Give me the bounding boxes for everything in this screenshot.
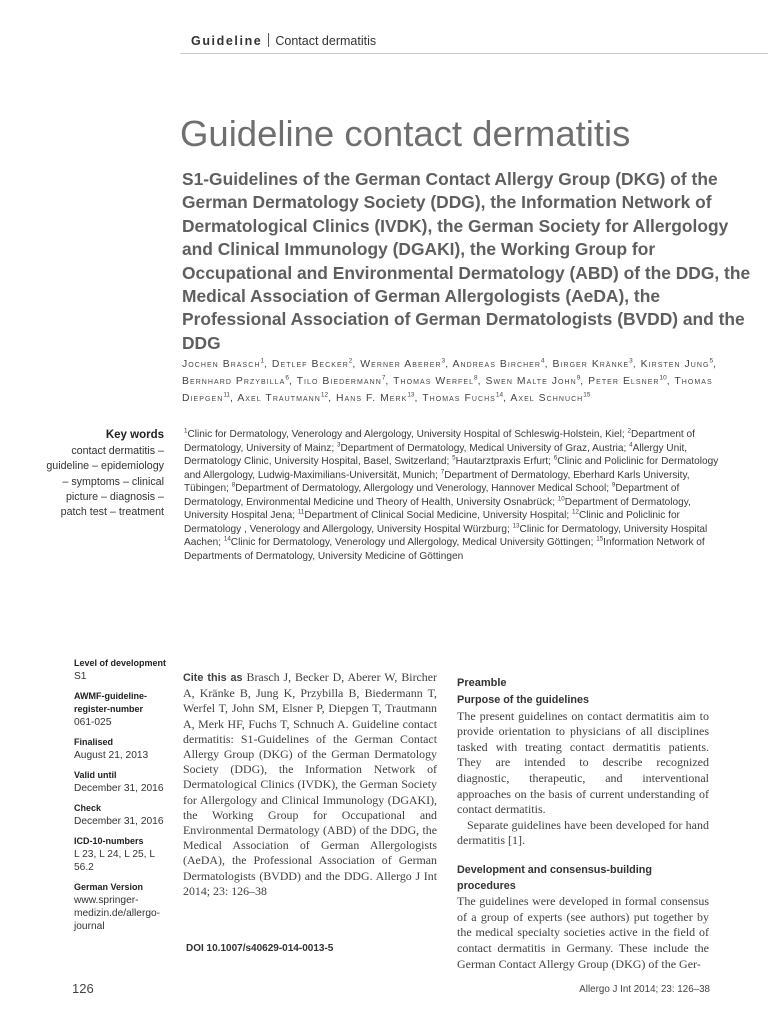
subtitle: S1-Guidelines of the German Contact Allergy Group (DKG) of the German Dermatology Society (DDG), the Information Network of Dermatological Clinics (IVDK), the German Society for Allergology and Clinical Immunology (DGAKI), the Working Group for Occupational and Environmental Dermatology (ABD) of the DDG, the Medical Association of German Allergologists (AeDA), the Professional Association of German Dermatologists (BVDD) and the DDG bbox=[182, 169, 751, 353]
author-name: Birger Kränke bbox=[552, 359, 630, 370]
metadata-value: December 31, 2016 bbox=[74, 783, 164, 794]
metadata-label: Check bbox=[74, 803, 102, 813]
purpose-paragraph-2: Separate guidelines have been developed for hand dermatitis [1]. bbox=[457, 817, 709, 848]
author-name: Thomas Fuchs bbox=[422, 393, 496, 405]
citation-lead: Cite this as bbox=[183, 672, 243, 684]
preamble-column bbox=[457, 676, 709, 972]
keywords-box bbox=[40, 428, 164, 520]
author-name: Thomas Werfel bbox=[393, 376, 475, 388]
metadata-label: Valid until bbox=[74, 770, 117, 780]
affiliation-text: Information Network of Departments of Dermatology, University Medicine of Göttingen bbox=[184, 537, 705, 562]
affiliation-number: 13 bbox=[512, 522, 520, 530]
page-number: 126 bbox=[72, 981, 94, 996]
metadata-item bbox=[74, 690, 174, 729]
affiliation-number: 9 bbox=[611, 481, 616, 489]
author-name: Detlef Becker bbox=[271, 359, 349, 370]
author-name: Jochen Brasch bbox=[182, 359, 261, 370]
metadata-item bbox=[74, 881, 174, 933]
metadata-value: August 21, 2013 bbox=[74, 750, 149, 761]
author-name: Bernhard Przybilla bbox=[182, 376, 286, 388]
affiliation-number: 15 bbox=[596, 535, 604, 543]
author-affiliation-number: 14 bbox=[495, 391, 504, 399]
metadata-item bbox=[74, 769, 174, 795]
journal-reference: Allergo J Int 2014; 23: 126–38 bbox=[579, 984, 710, 995]
affiliation-number: 11 bbox=[297, 508, 305, 516]
affiliation-number: 4 bbox=[629, 441, 633, 449]
metadata-value: L 23, L 24, L 25, L 56.2 bbox=[74, 849, 155, 873]
affiliation-text: Clinic and Policlinic for Dermatology and Allergology, Ludwig-Maximilians-Universität, Munich; bbox=[184, 456, 719, 481]
metadata-item bbox=[74, 835, 174, 874]
affiliation-text: Department of Dermatology, Eberhard Karls University, Tübingen; bbox=[184, 469, 690, 494]
preamble-heading: Preamble bbox=[457, 677, 507, 689]
author-affiliation-number: 15 bbox=[583, 391, 591, 399]
author-name: Werner Aberer bbox=[360, 359, 442, 370]
metadata-label: Level of development bbox=[74, 658, 167, 668]
development-paragraph-1: The guidelines were developed in formal consensus of a group of experts (see authors) put together by the medical specialty societies active in the field of contact dermatitis in Germany. These include the German Contact Allergy Group (DKG) of the Ger- bbox=[457, 894, 709, 971]
affiliation-number: 2 bbox=[627, 427, 631, 435]
affiliation-text: Department of Dermatology, Allergology und Venerology, Hannover Medical School; bbox=[235, 483, 612, 494]
affiliation-number: 5 bbox=[452, 454, 456, 462]
affiliation-number: 3 bbox=[336, 441, 341, 449]
affiliation-text: Hautarztpraxis Erfurt; bbox=[455, 456, 554, 467]
metadata-label: Finalised bbox=[74, 737, 114, 747]
header-rule bbox=[180, 53, 768, 54]
affiliation-number: 14 bbox=[223, 535, 231, 543]
affiliation-text: Clinic for Dermatology, Venerology and Alergology, University Hospital of Schleswig-Holstein, Kiel; bbox=[187, 429, 628, 440]
citation-block bbox=[183, 670, 437, 899]
metadata-item bbox=[74, 736, 174, 762]
affiliation-text: Department of Dermatology, University of Mainz; bbox=[184, 429, 695, 454]
metadata-value: S1 bbox=[74, 671, 87, 682]
author-affiliation-number: 9 bbox=[576, 374, 581, 382]
author-affiliation-number: 3 bbox=[441, 357, 446, 365]
author-name: Axel Trautmann bbox=[237, 393, 321, 405]
affiliation-number: 1 bbox=[184, 427, 188, 435]
metadata-item bbox=[74, 657, 174, 683]
author-name: Andreas Bircher bbox=[452, 359, 542, 370]
affiliation-text: Clinic for Dermatology, University Hospital Aachen; bbox=[184, 523, 708, 548]
keywords-heading: Key words bbox=[105, 429, 164, 441]
affiliation-text: Department of Dermatology, University Hospital Jena; bbox=[184, 496, 691, 521]
author-list: Jochen Brasch$^1$, Detlef Becker$^2$, Werner Aberer$^3$, Andreas Bircher$^4$, Birger Kränke$^3$, Kirsten Jung$^5$, Bernhard Przybilla$^6$, Tilo Biedermann$^7$, Thomas Werfel$^8$, Swen Malte John$^9$, Peter Elsner$^{10}$, Thomas Diepgen$^{11}$, Axel Trautmann$^{12}$, Hans F. Merk$^{13}$, Thomas Fuchs$^{14}$, Axel Schnuch$^{15}$ bbox=[182, 357, 718, 405]
author-name: Swen Malte John bbox=[485, 376, 577, 388]
metadata-value[interactable]: www.springer-medizin.de/allergo-journal bbox=[74, 895, 161, 932]
affiliation-text: Department of Dermatology, Medical University of Graz, Austria; bbox=[340, 442, 630, 454]
author-affiliation-number: 12 bbox=[320, 391, 329, 399]
guideline-metadata bbox=[74, 657, 174, 940]
author-name: Kirsten Jung bbox=[640, 359, 710, 370]
author-name: Thomas Diepgen bbox=[182, 376, 713, 405]
author-affiliation-number: 5 bbox=[709, 357, 714, 365]
purpose-heading: Purpose of the guidelines bbox=[457, 694, 589, 706]
affiliation-text: Department of Clinical Social Medicine, University Hospital; bbox=[304, 510, 572, 521]
header-section: Guideline bbox=[191, 34, 263, 48]
author-affiliation-number: 8 bbox=[474, 374, 478, 382]
development-heading: Development and consensus-building procedures bbox=[457, 863, 652, 892]
doi: DOI 10.1007/s40629-014-0013-5 bbox=[186, 943, 334, 954]
author-name: Hans F. Merk bbox=[335, 393, 408, 405]
affiliation-text: Department of Dermatology, Environmental Medicine und Theory of Health, University Osnabrück; bbox=[184, 483, 680, 508]
author-affiliation-number: 10 bbox=[659, 374, 667, 382]
affiliation-number: 8 bbox=[231, 481, 236, 489]
metadata-item bbox=[74, 802, 174, 828]
affiliation-number: 12 bbox=[571, 508, 579, 516]
keywords-text: contact dermatitis – guideline – epidemiology – symptoms – clinical picture – diagnosis – patch test – treatment bbox=[46, 445, 164, 519]
metadata-value: December 31, 2016 bbox=[74, 816, 164, 827]
affiliation-number: 10 bbox=[557, 495, 565, 503]
affiliation-text: Allergy Unit, Dermatology Clinic, University Hospital, Basel, Switzerland; bbox=[184, 442, 688, 467]
metadata-value: 061-025 bbox=[74, 717, 112, 728]
purpose-paragraph-1: The present guidelines on contact dermatitis aim to provide orientation to physicians of all disciplines tasked with treating contact dermatitis patients. They are intended to describe recognized diagnostic, therapeutic, and interventional approaches on the basis of current understanding of contact dermatitis. bbox=[457, 708, 709, 817]
author-affiliation-number: 7 bbox=[381, 374, 386, 382]
header-divider bbox=[268, 33, 269, 47]
author-name: Axel Schnuch bbox=[510, 393, 584, 405]
citation-text: Brasch J, Becker D, Aberer W, Bircher A, Kränke B, Jung K, Przybilla B, Biedermann T, Werfel T, John SM, Elsner P, Diepgen T, Trautmann A, Merk HF, Fuchs T, Schnuch A. Guideline contact dermatitis: S1-Guidelines of the German Contact Allergy Group (DKG) of the German Dermatology Society (DDG), the Information Network of Dermatological Clinics (IVDK), the German Society for Allergology and Clinical Immunology (DGAKI), the Working Group for Occupational and Environmental Dermatology (ABD) of the DDG, the Medical Association of German Allergologists (AeDA), the Professional Association of German Dermatologists (BVDD) and the DDG. Allergo J Int 2014; 23: 126–38 bbox=[183, 670, 437, 898]
author-affiliation-number: 2 bbox=[348, 357, 353, 365]
author-affiliation-number: 1 bbox=[260, 357, 265, 365]
affiliation-text: Clinic and Policlinic for Dermatology , Venerology and Allergology, University Hospital Würzburg; bbox=[184, 510, 680, 535]
metadata-label: AWMF-guideline-register-number bbox=[74, 691, 147, 714]
header-topic: Contact dermatitis bbox=[275, 34, 377, 48]
metadata-label: German Version bbox=[74, 882, 144, 892]
author-name: Peter Elsner bbox=[588, 376, 660, 388]
author-name: Tilo Biedermann bbox=[296, 376, 382, 388]
author-affiliation-number: 13 bbox=[407, 391, 415, 399]
affiliations bbox=[184, 428, 736, 563]
affiliation-text: Clinic for Dermatology, Venerology und Allergology, Medical University Göttingen; bbox=[230, 537, 597, 548]
affiliation-number: 7 bbox=[440, 468, 445, 476]
page-title: Guideline contact dermatitis bbox=[180, 113, 631, 154]
author-affiliation-number: 11 bbox=[223, 391, 230, 399]
author-affiliation-number: 4 bbox=[541, 357, 545, 365]
author-affiliation-number: 6 bbox=[285, 374, 289, 382]
metadata-label: ICD-10-numbers bbox=[74, 836, 144, 846]
author-affiliation-number: 3 bbox=[629, 357, 633, 365]
affiliation-number: 6 bbox=[553, 454, 558, 462]
running-header bbox=[191, 33, 376, 48]
